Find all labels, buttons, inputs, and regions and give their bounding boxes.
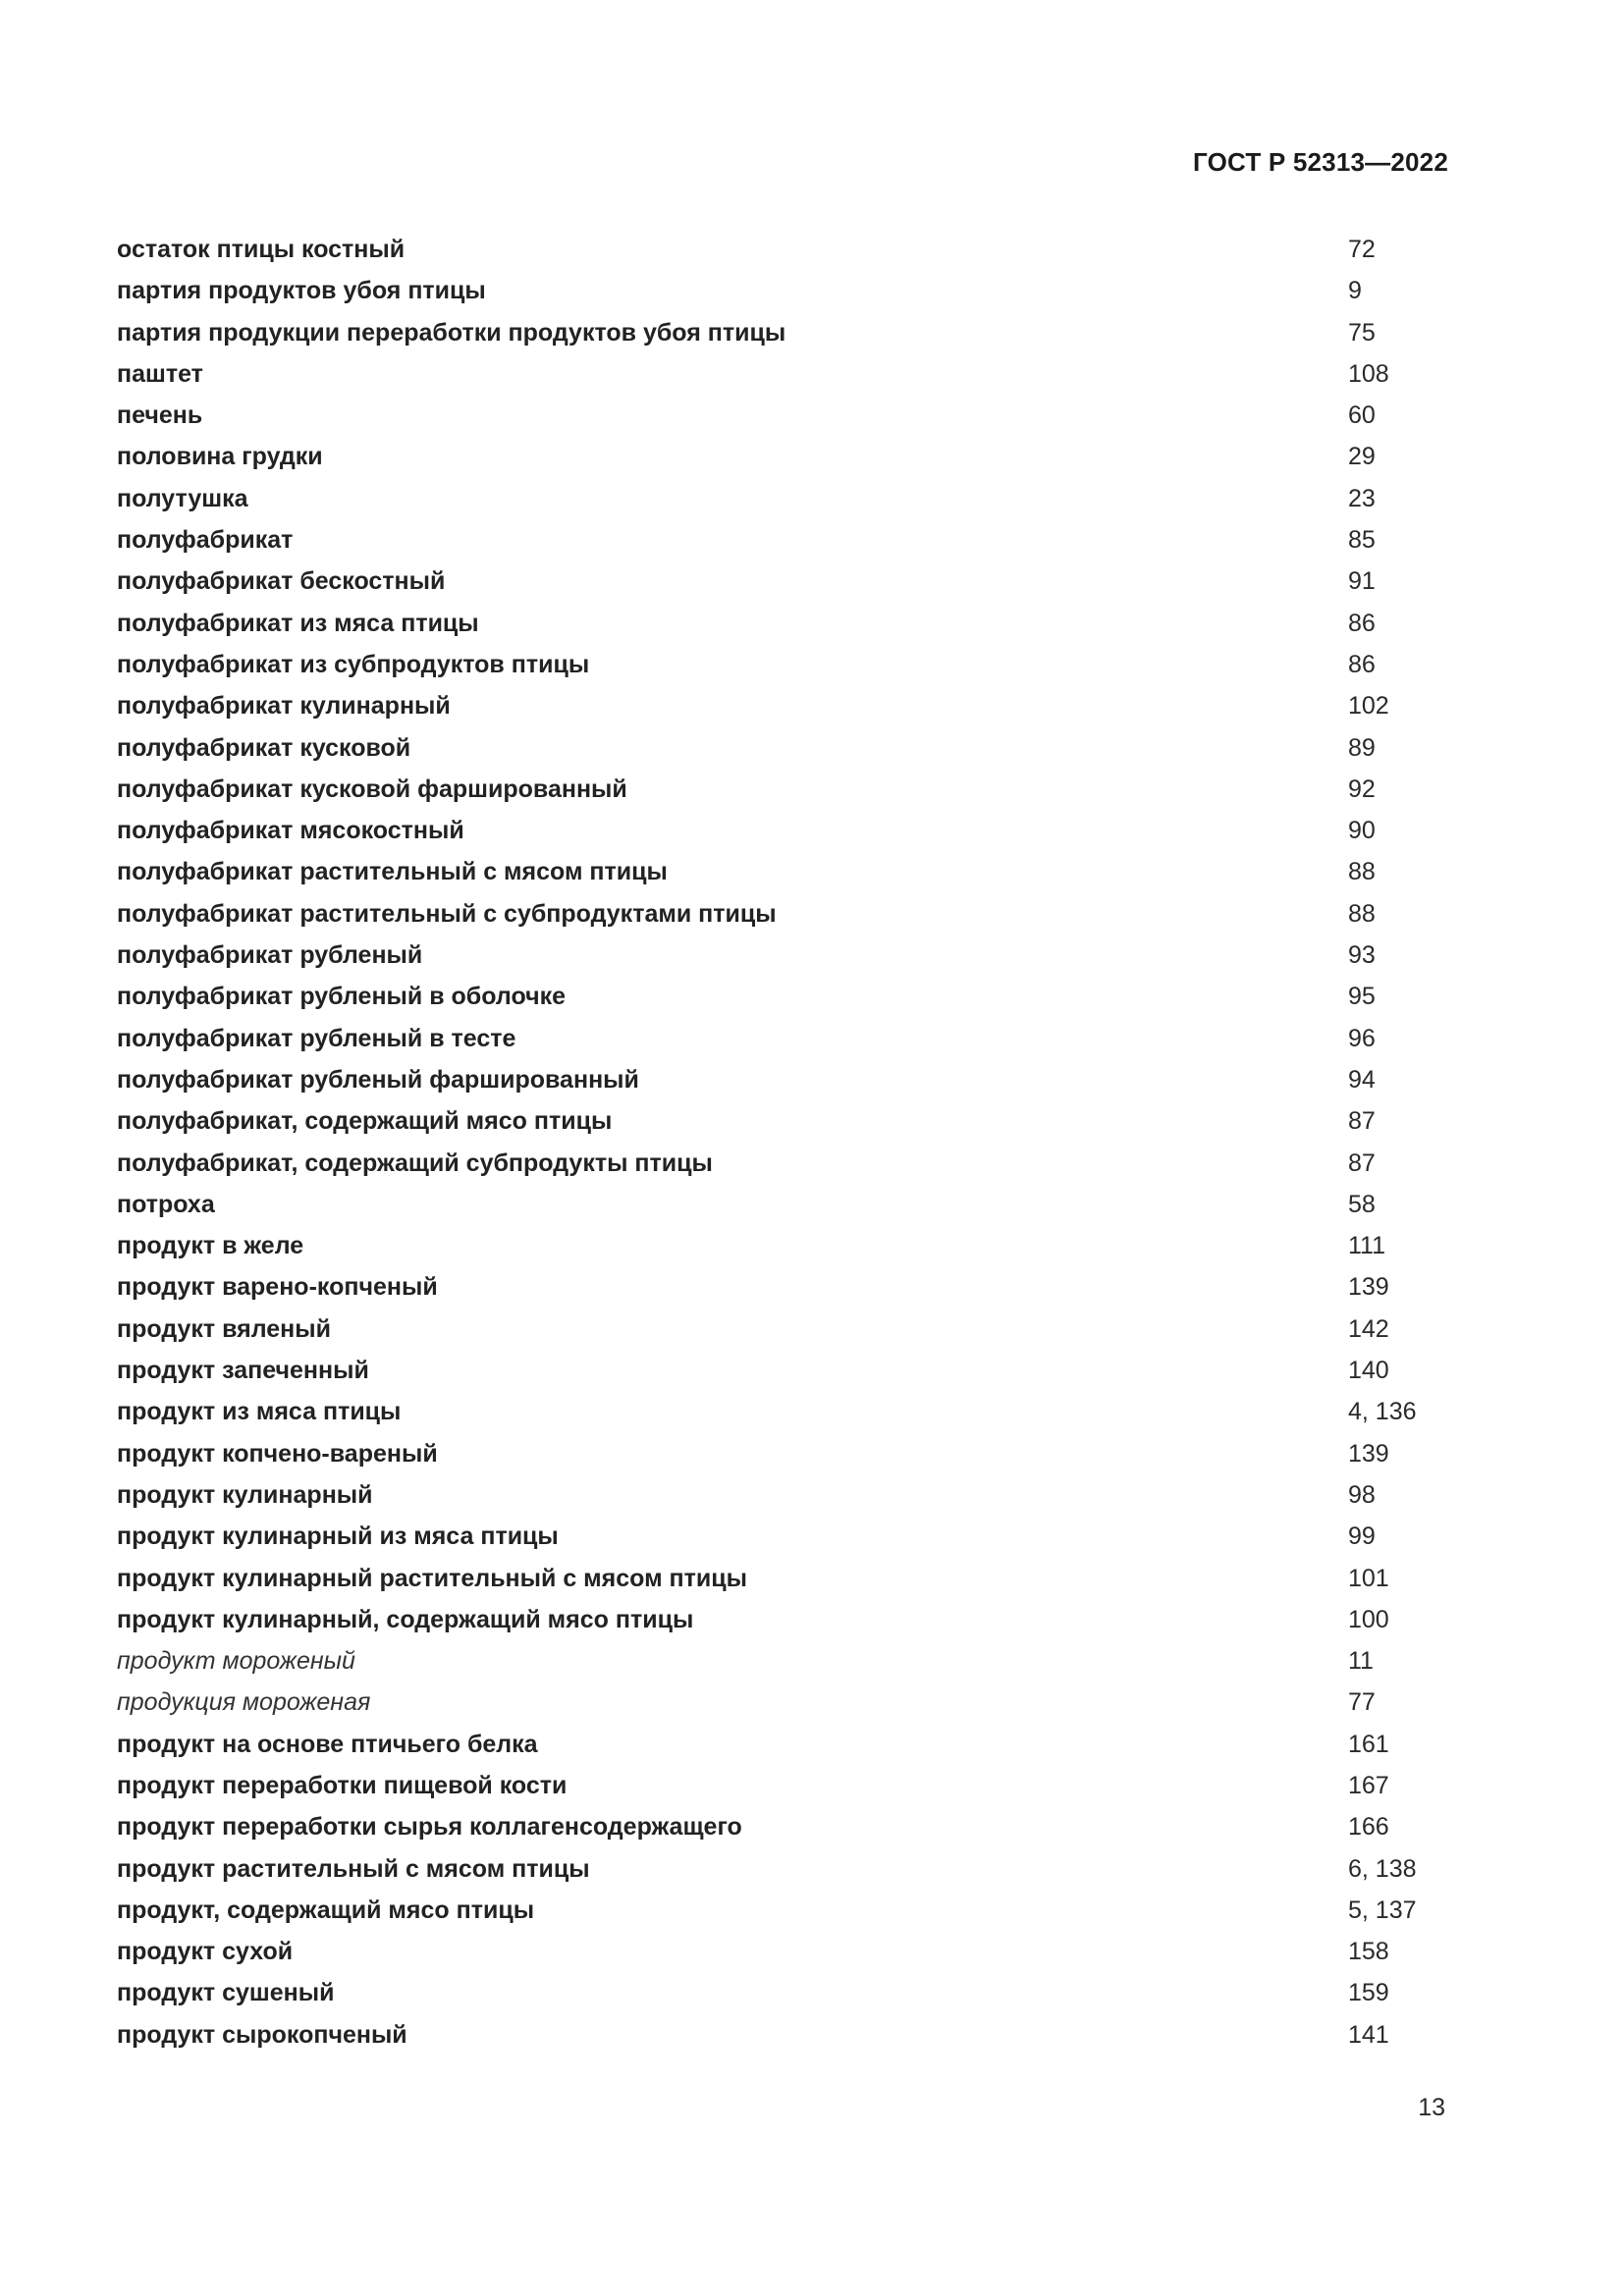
index-term: полуфабрикат растительный с субпродуктами птицы [117, 899, 777, 928]
index-term: продукт кулинарный из мяса птицы [117, 1522, 559, 1551]
index-entry [117, 1143, 1433, 1184]
index-term: продукт варено-копченый [117, 1273, 438, 1302]
index-term: продукция мороженая [117, 1688, 371, 1717]
index-entry [117, 1474, 1433, 1516]
index-reference: 93 [1348, 941, 1376, 970]
index-entry [117, 1806, 1433, 1847]
index-entry [117, 561, 1433, 602]
index-term: половина грудки [117, 443, 323, 471]
index-entry [117, 685, 1433, 726]
index-entry [117, 769, 1433, 810]
index-entry [117, 1059, 1433, 1100]
index-reference: 98 [1348, 1480, 1376, 1509]
index-reference: 111 [1348, 1232, 1386, 1260]
index-term: полуфабрикат рубленый в тесте [117, 1024, 516, 1052]
index-term: полуфабрикат бескостный [117, 567, 446, 596]
index-term: продукт, содержащий мясо птицы [117, 1896, 535, 1924]
index-entry [117, 1391, 1433, 1432]
index-term: продукт на основе птичьего белка [117, 1730, 538, 1758]
index-reference: 90 [1348, 817, 1376, 845]
index-reference: 29 [1348, 443, 1376, 471]
index-reference: 99 [1348, 1522, 1376, 1551]
index-term: продукт сушеный [117, 1979, 335, 2007]
index-reference: 87 [1348, 1107, 1376, 1136]
index-term: продукт в желе [117, 1232, 304, 1260]
alphabetical-index-list [117, 229, 1433, 2056]
index-reference: 75 [1348, 318, 1376, 347]
index-entry [117, 1266, 1433, 1308]
index-term: полуфабрикат рубленый [117, 941, 423, 970]
index-term: полуфабрикат рубленый в оболочке [117, 983, 567, 1011]
index-reference: 86 [1348, 609, 1376, 637]
index-reference: 161 [1348, 1730, 1389, 1758]
index-entry [117, 727, 1433, 769]
index-term: потроха [117, 1190, 215, 1218]
index-term: продукт из мяса птицы [117, 1398, 402, 1426]
index-term: продукт запеченный [117, 1357, 369, 1385]
index-reference: 9 [1348, 277, 1362, 305]
index-reference: 142 [1348, 1314, 1389, 1343]
index-reference: 87 [1348, 1148, 1376, 1177]
index-entry [117, 1599, 1433, 1640]
index-entry [117, 1308, 1433, 1350]
index-reference: 96 [1348, 1024, 1376, 1052]
index-entry [117, 478, 1433, 519]
index-entry [117, 1972, 1433, 2013]
index-entry [117, 312, 1433, 353]
index-reference: 77 [1348, 1688, 1376, 1717]
index-term: полуфабрикат мясокостный [117, 817, 464, 845]
index-term: полуфабрикат из мяса птицы [117, 609, 479, 637]
index-entry [117, 1350, 1433, 1391]
index-entry [117, 1018, 1433, 1059]
index-reference: 94 [1348, 1065, 1376, 1094]
index-entry [117, 644, 1433, 685]
index-term: продукт переработки пищевой кости [117, 1771, 568, 1799]
index-entry [117, 1724, 1433, 1765]
index-entry [117, 1184, 1433, 1225]
index-term: полуфабрикат, содержащий субпродукты птицы [117, 1148, 713, 1177]
index-entry [117, 1682, 1433, 1723]
index-term: продукт кулинарный, содержащий мясо птицы [117, 1605, 694, 1633]
index-entry [117, 1558, 1433, 1599]
index-term: продукт мороженый [117, 1647, 355, 1676]
index-reference: 72 [1348, 236, 1376, 263]
index-term: полуфабрикат кусковой фаршированный [117, 774, 627, 803]
index-reference: 92 [1348, 774, 1376, 803]
index-term: партия продуктов убоя птицы [117, 277, 486, 305]
index-term: партия продукции переработки продуктов убоя птицы [117, 318, 786, 347]
index-term: продукт переработки сырья коллагенсодержащего [117, 1813, 742, 1842]
index-entry [117, 1931, 1433, 1972]
index-reference: 23 [1348, 484, 1376, 512]
index-reference: 141 [1348, 2020, 1389, 2049]
index-reference: 91 [1348, 567, 1376, 596]
index-reference: 167 [1348, 1771, 1389, 1799]
index-term: продукт вяленый [117, 1314, 331, 1343]
index-reference: 5, 137 [1348, 1896, 1417, 1924]
index-reference: 139 [1348, 1273, 1389, 1302]
index-reference: 102 [1348, 692, 1389, 721]
index-reference: 4, 136 [1348, 1398, 1417, 1426]
index-reference: 60 [1348, 401, 1376, 430]
index-term: остаток птицы костный [117, 236, 406, 263]
index-term: продукт растительный с мясом птицы [117, 1854, 590, 1883]
index-reference: 101 [1348, 1564, 1389, 1592]
index-entry [117, 229, 1433, 270]
index-entry [117, 2014, 1433, 2056]
index-reference: 6, 138 [1348, 1854, 1417, 1883]
index-reference: 108 [1348, 359, 1389, 388]
index-entry [117, 270, 1433, 311]
index-entry [117, 893, 1433, 934]
index-entry [117, 603, 1433, 644]
index-term: паштет [117, 359, 203, 388]
index-entry [117, 1765, 1433, 1806]
index-entry [117, 436, 1433, 477]
index-term: продукт сырокопченый [117, 2020, 407, 2049]
index-entry [117, 1516, 1433, 1557]
index-term: полуфабрикат растительный с мясом птицы [117, 858, 668, 886]
index-entry [117, 519, 1433, 561]
index-term: продукт кулинарный [117, 1480, 373, 1509]
index-reference: 158 [1348, 1938, 1389, 1966]
index-reference: 159 [1348, 1979, 1389, 2007]
index-entry [117, 1100, 1433, 1142]
index-reference: 86 [1348, 650, 1376, 678]
index-entry [117, 353, 1433, 395]
index-term: полуфабрикат из субпродуктов птицы [117, 650, 590, 678]
index-entry [117, 810, 1433, 851]
index-term: печень [117, 401, 203, 430]
index-term: полуфабрикат рубленый фаршированный [117, 1065, 639, 1094]
index-entry [117, 395, 1433, 436]
index-term: полуфабрикат, содержащий мясо птицы [117, 1107, 613, 1136]
index-term: продукт копчено-вареный [117, 1439, 438, 1468]
index-entry [117, 1890, 1433, 1931]
index-reference: 88 [1348, 899, 1376, 928]
index-term: полуфабрикат кусковой [117, 733, 411, 762]
page-number: 13 [1418, 2094, 1445, 2121]
index-term: полутушка [117, 484, 248, 512]
index-entry [117, 851, 1433, 892]
index-reference: 85 [1348, 526, 1376, 555]
index-entry [117, 976, 1433, 1017]
index-entry [117, 934, 1433, 976]
index-term: продукт кулинарный растительный с мясом птицы [117, 1564, 747, 1592]
index-reference: 139 [1348, 1439, 1389, 1468]
index-entry [117, 1433, 1433, 1474]
index-reference: 88 [1348, 858, 1376, 886]
index-reference: 58 [1348, 1190, 1376, 1218]
index-reference: 166 [1348, 1813, 1389, 1842]
index-term: полуфабрикат [117, 526, 294, 555]
index-reference: 100 [1348, 1605, 1389, 1633]
index-term: продукт сухой [117, 1938, 294, 1966]
index-reference: 95 [1348, 983, 1376, 1011]
index-reference: 11 [1348, 1647, 1374, 1676]
index-term: полуфабрикат кулинарный [117, 692, 451, 721]
index-reference: 89 [1348, 733, 1376, 762]
index-reference: 140 [1348, 1357, 1389, 1385]
index-entry [117, 1640, 1433, 1682]
index-entry [117, 1848, 1433, 1890]
index-entry [117, 1225, 1433, 1266]
document-header: ГОСТ Р 52313—2022 [1193, 147, 1448, 177]
